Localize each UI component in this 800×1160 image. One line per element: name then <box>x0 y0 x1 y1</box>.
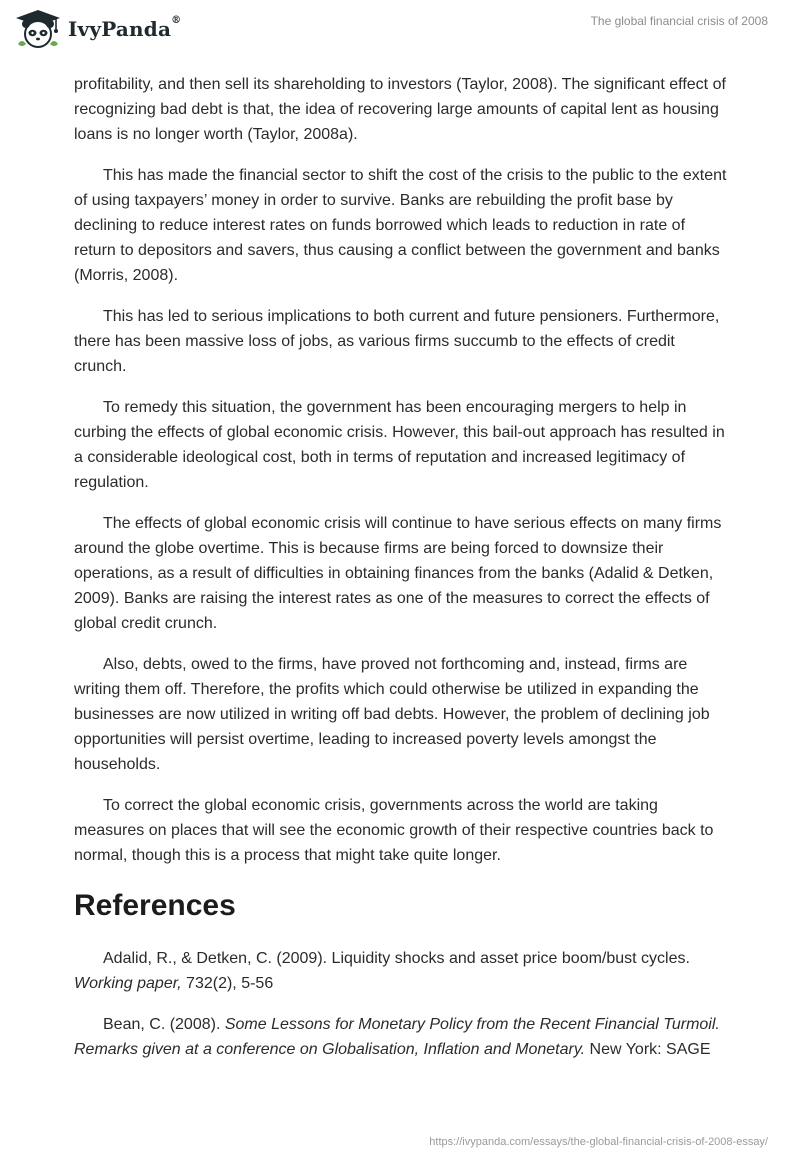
reference-item: Adalid, R., & Detken, C. (2009). Liquidity shocks and asset price boom/bust cycles. Working paper, 732(2), 5-56 <box>74 950 690 992</box>
document-title: The global financial crisis of 2008 <box>590 14 768 28</box>
paragraph: This has made the financial sector to shift the cost of the crisis to the public to the extent of using taxpayers’ money in order to survive. Banks are rebuilding the profit base by declining to reduce interest rates on funds borrowed which leads to reduction in rate of return to depositors and savers, thus causing a conflict between the government and banks (Morris, 2008). <box>74 167 727 284</box>
paragraph: To correct the global economic crisis, governments across the world are taking measures on places that will see the economic growth of their respective countries back to normal, though this is a process that might take quite longer. <box>74 797 714 864</box>
source-url[interactable]: https://ivypanda.com/essays/the-global-financial-crisis-of-2008-essay/ <box>429 1136 768 1148</box>
references-heading: References <box>74 889 236 922</box>
brand-name: IvyPanda® <box>68 15 182 41</box>
paragraph: This has led to serious implications to both current and future pensioners. Furthermore, there has been massive loss of jobs, as various firms succumb to the effects of credit crunch. <box>74 308 720 375</box>
paragraph: To remedy this situation, the government has been encouraging mergers to help in curbing the effects of global economic crisis. However, this bail-out approach has resulted in a considerable ideological cost, both in terms of reputation and increased legitimacy of regulation. <box>74 399 725 491</box>
paragraph: profitability, and then sell its shareholding to investors (Taylor, 2008). The significant effect of recognizing bad debt is that, the idea of recovering large amounts of capital lent as housing loans is no longer worth (Taylor, 2008a). <box>74 76 726 143</box>
paragraph: Also, debts, owed to the firms, have proved not forthcoming and, instead, firms are writing them off. Therefore, the profits which could otherwise be utilized in expanding the businesses are now utilized in writing off bad debts. However, the problem of declining job opportunities will persist overtime, leading to increased poverty levels amongst the households. <box>74 656 710 773</box>
essay-body <box>74 72 730 1078</box>
paragraph: The effects of global economic crisis will continue to have serious effects on many firms around the globe overtime. This is because firms are being forced to downsize their operations, as a result of difficulties in obtaining finances from the banks (Adalid & Detken, 2009). Banks are raising the interest rates as one of the measures to correct the effects of global credit crunch. <box>74 515 722 632</box>
page-header <box>0 0 800 70</box>
ivypanda-logo[interactable] <box>14 8 181 50</box>
reference-item: Bean, C. (2008). Some Lessons for Monetary Policy from the Recent Financial Turmoil. Remarks given at a conference on Globalisation, Inflation and Monetary. New York: SAGE <box>74 1016 720 1058</box>
panda-graduate-icon <box>14 8 62 50</box>
registered-mark: ® <box>171 15 182 26</box>
